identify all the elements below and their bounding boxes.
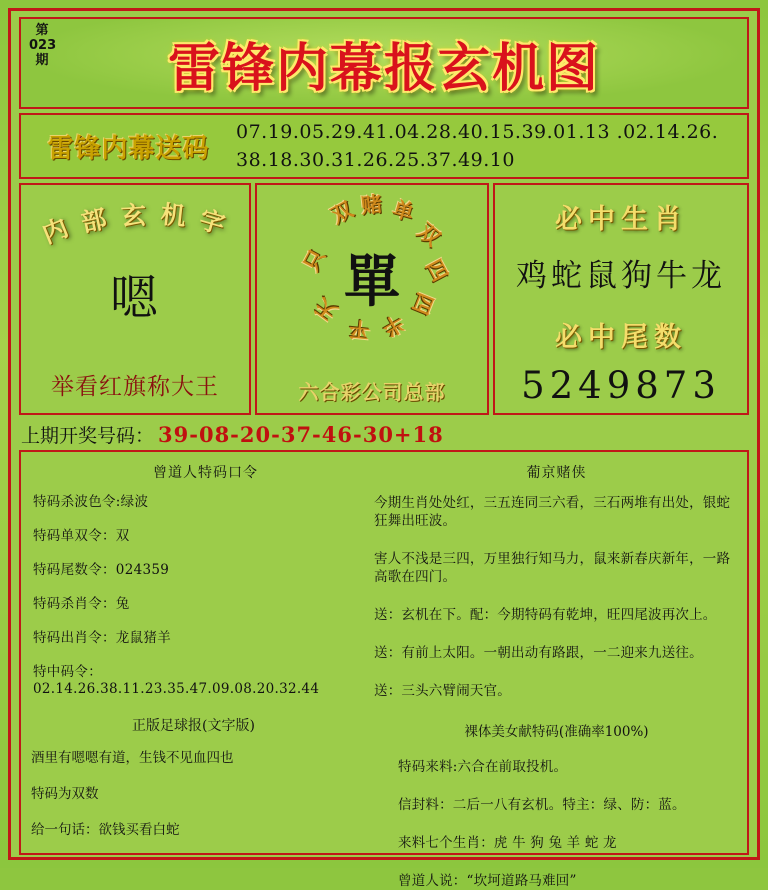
left-item-1: 特码杀波色令:绿波 [33,494,149,510]
right-line-3: 送：玄机在下。配：今期特码有乾坤，旺四尾波再次上。 [374,607,717,623]
must-hit-zodiac-title: 必中生肖 [555,204,687,235]
recommend-label: 雷锋内幕送码 [47,133,210,164]
right-line2-3: 来料七个生肖：虎 牛 狗 兔 羊 蛇 龙 [398,835,617,851]
left-item-4: 特码杀肖令：兔 [33,596,130,612]
left-subsection-title: 正版足球报(文字版) [132,718,255,734]
wheel-char-9: 天 [309,293,342,326]
inner-riddle-panel [19,183,251,415]
recommend-numbers [236,118,747,174]
wheel-char-2: 赌 [359,190,384,219]
last-draw-row [21,421,747,448]
right-line-5: 送：三头六臂闹天官。 [374,683,511,699]
wheel-char-1: 双 [326,196,357,229]
right-line2-1: 特码来料:六合在前取投机。 [398,759,568,775]
wheel-char-7: 半 [377,309,409,342]
wheel-char-5: 四 [421,255,454,286]
right-line-2: 害人不浅是三四，万里独行知马力，鼠来新春庆新年，一路高歌在四门。 [374,551,731,585]
poster-outer-frame [8,8,760,889]
must-hit-panel [493,183,749,415]
last-draw-label: 上期开奖号码： [21,425,155,447]
right-line2-4: 曾道人说：“坎坷道路马难回” [398,873,577,889]
riddle-footer-slogan: 举看红旗称大王 [51,374,219,400]
arc-char-5: 字 [196,204,232,241]
riddle-word: 嗯 [109,270,160,326]
right-line2-2: 信封料：二后一八有玄机。特主：绿、防：蓝。 [398,797,686,813]
left-item-3: 特码尾数令：024359 [33,562,170,578]
page-title: 雷锋内幕报玄机图 [167,37,600,99]
wheel-panel [255,183,489,415]
left-para-2: 特码为双数 [31,786,99,802]
left-para-1: 酒里有嗯嗯有道，生钱不见血四也 [31,750,234,766]
left-para-3: 给一句话：欲钱买看白蛇 [31,822,180,838]
right-center-title: 裸体美女献特码(准确率100%) [464,724,649,740]
inner-riddle-arc-title [21,199,249,250]
right-line-4: 送：有前上太阳。一朝出动有路跟，一二迎来九送往。 [374,645,703,661]
middle-panels [19,183,749,415]
issue-badge: 第023期 [29,23,57,68]
arc-char-3: 玄 [120,200,150,231]
recommend-numbers-panel [19,113,749,179]
wheel-footer-label: 六合彩公司总部 [298,380,446,404]
wheel-center-char: 單 [344,249,400,315]
must-hit-tail-values: 5249873 [521,364,721,407]
bottom-text-panel [19,450,749,889]
left-item-6: 特中码令：02.14.26.38.11.23.35.47.09.08.20.32.44 [33,664,320,697]
left-item-5: 特码出肖令：龙鼠猪羊 [33,630,171,646]
wheel-char-4: 双 [413,218,446,251]
wheel-char-10: 只 [297,245,330,276]
title-banner [19,17,749,109]
arc-char-2: 部 [78,203,113,238]
left-item-2: 特码单双令：双 [33,528,130,544]
last-draw-numbers: 39-08-20-37-46-30+18 [158,422,444,447]
arc-char-1: 内 [37,211,75,250]
recommend-numbers-line2: 38.18.30.31.26.25.37.49.10 [236,149,515,171]
wheel-char-6: 四 [407,289,439,319]
right-column-title: 葡京赌侠 [526,465,587,481]
character-wheel [257,185,487,371]
bottom-right-column [366,452,747,889]
arc-char-4: 机 [159,199,191,232]
must-hit-tail-title: 必中尾数 [555,322,687,353]
left-column-title: 曾道人特码口令 [153,465,258,481]
right-line-1: 今期生肖处处红，三五连同三六看，三石两堆有出处，银蛇狂舞出旺波。 [374,495,731,529]
must-hit-zodiac-values: 鸡蛇鼠狗牛龙 [516,258,726,294]
wheel-char-8: 平 [347,315,372,344]
wheel-char-3: 单 [389,195,417,226]
recommend-numbers-line1: 07.19.05.29.41.04.28.40.15.39.01.13 .02.14.26. [236,121,719,143]
bottom-left-column [21,452,366,853]
